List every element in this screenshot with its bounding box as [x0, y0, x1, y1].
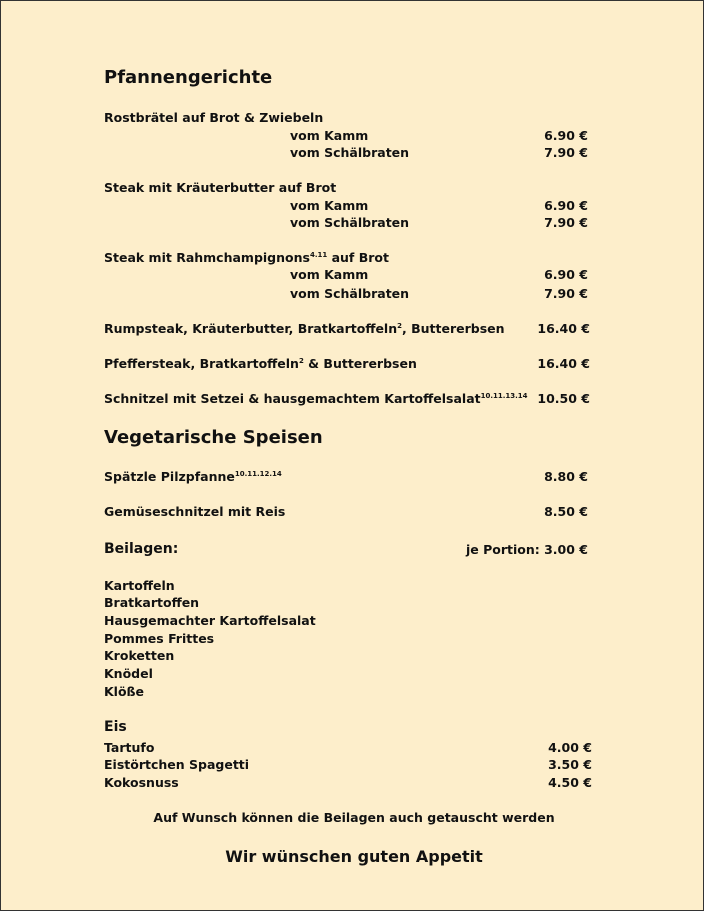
item-price: 10.50 € — [537, 391, 590, 406]
allergen-note: 2 — [397, 321, 402, 330]
section-title-beilagen: Beilagen: — [104, 541, 179, 557]
item-price: 3.50 € — [548, 757, 592, 772]
item-variant: vom Schälbraten — [290, 215, 410, 230]
portion-price: je Portion: 3.00 € — [465, 542, 588, 557]
item-variant: vom Kamm — [290, 267, 369, 282]
item-variant: vom Kamm — [290, 198, 369, 213]
allergen-note: 4.11 — [309, 250, 328, 259]
item-name: Gemüseschnitzel mit Reis — [104, 504, 286, 519]
item-variant: vom Kamm — [290, 128, 369, 143]
footer-greeting: Wir wünschen guten Appetit — [225, 847, 483, 866]
item-price: 4.00 € — [548, 740, 592, 755]
item-price: 16.40 € — [537, 321, 590, 336]
item-name — [104, 250, 389, 265]
section-title-vegetarisch: Vegetarische Speisen — [104, 427, 323, 448]
item-name — [104, 321, 505, 336]
item-name: Rostbrätel auf Brot & Zwiebeln — [104, 110, 324, 125]
item-price: 8.80 € — [544, 469, 588, 484]
item-name — [104, 356, 417, 371]
list-item: Klöße — [104, 684, 145, 699]
section-title-eis: Eis — [104, 719, 127, 735]
list-item: Knödel — [104, 666, 153, 681]
item-name-text: Steak mit Rahmchampignons — [104, 250, 310, 265]
item-variant: vom Schälbraten — [290, 145, 410, 160]
list-item: Kroketten — [104, 648, 175, 663]
item-price: 4.50 € — [548, 775, 592, 790]
item-price: 6.90 € — [544, 128, 588, 143]
list-item: Pommes Frittes — [104, 631, 215, 646]
list-item: Kartoffeln — [104, 578, 175, 593]
section-title-pfannengerichte: Pfannengerichte — [104, 67, 273, 88]
item-price: 7.90 € — [544, 145, 588, 160]
item-price: 6.90 € — [544, 198, 588, 213]
item-price: 7.90 € — [544, 286, 588, 301]
item-name-text: & Buttererbsen — [303, 356, 417, 371]
item-price: 6.90 € — [544, 267, 588, 282]
item-name-text: Schnitzel mit Setzei & hausgemachtem Kartoffelsalat — [104, 391, 481, 406]
list-item: Bratkartoffen — [104, 595, 200, 610]
list-item: Tartufo — [104, 740, 155, 755]
footer-note: Auf Wunsch können die Beilagen auch getauscht werden — [153, 810, 555, 825]
allergen-note: 10.11.12.14 — [234, 469, 282, 478]
list-item: Kokosnuss — [104, 775, 179, 790]
item-name-text: Pfeffersteak, Bratkartoffeln — [104, 356, 299, 371]
item-price: 8.50 € — [544, 504, 588, 519]
list-item: Hausgemachter Kartoffelsalat — [104, 613, 316, 628]
item-price: 16.40 € — [537, 356, 590, 371]
item-variant: vom Schälbraten — [290, 286, 410, 301]
item-name-text: Spätzle Pilzpfanne — [104, 469, 235, 484]
item-name-text: , Buttererbsen — [401, 321, 505, 336]
item-name — [104, 469, 282, 484]
item-price: 7.90 € — [544, 215, 588, 230]
list-item: Eistörtchen Spagetti — [104, 757, 250, 772]
allergen-note: 2 — [298, 356, 304, 365]
allergen-note: 10.11.13.14 — [480, 391, 528, 400]
item-name — [104, 391, 528, 406]
item-name: Steak mit Kräuterbutter auf Brot — [104, 180, 337, 195]
item-name-text: auf Brot — [327, 250, 389, 265]
item-name-text: Rumpsteak, Kräuterbutter, Bratkartoffeln — [104, 321, 398, 336]
